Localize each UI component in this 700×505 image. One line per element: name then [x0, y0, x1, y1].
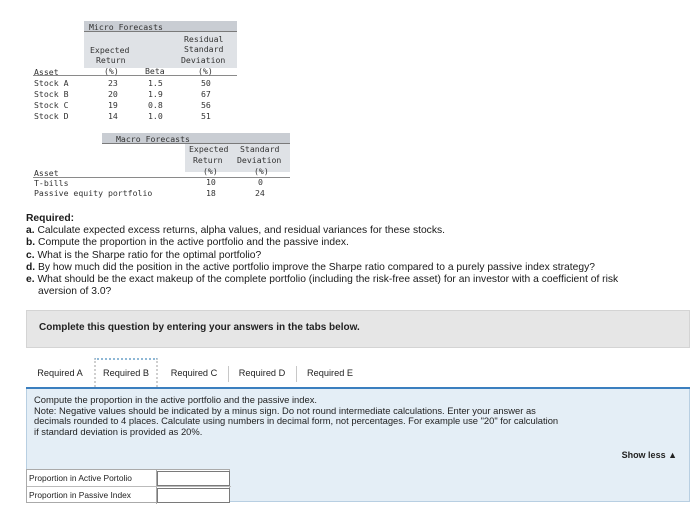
micro-row-resid: 67 [201, 89, 211, 99]
micro-row-resid: 51 [201, 111, 211, 121]
macro-header-divider [33, 177, 290, 178]
micro-title: Micro Forecasts [89, 22, 163, 32]
macro-row-sd: 24 [255, 188, 265, 198]
panel-question: Compute the proportion in the active portfolio and the passive index. [34, 394, 317, 405]
micro-row-asset: Stock D [34, 111, 69, 121]
micro-row-ret: 23 [108, 78, 118, 88]
panel-note-2: decimals rounded to 4 places. Calculate using numbers in decimal form, not percentages. For example use "20" for calculation [34, 415, 559, 427]
macro-row-asset: T-bills [34, 178, 69, 188]
macro-col-expected-1: Expected [189, 144, 229, 154]
micro-row-beta: 1.5 [148, 78, 163, 88]
macro-col-expected-3: (%) [203, 166, 218, 176]
micro-asset-header: Asset [34, 67, 59, 77]
micro-row-asset: Stock B [34, 89, 69, 99]
answer-input-active[interactable] [157, 471, 230, 486]
macro-asset-header: Asset [34, 168, 59, 178]
answer-row-active [27, 470, 231, 487]
answer-label-active: Proportion in Active Portolio [29, 473, 132, 483]
show-less-button[interactable]: Show less ▲ [621, 450, 677, 460]
micro-row-ret: 14 [108, 111, 118, 121]
answer-input-passive[interactable] [157, 488, 230, 503]
micro-row-resid: 50 [201, 78, 211, 88]
micro-row-beta: 0.8 [148, 100, 163, 110]
required-section [26, 213, 686, 298]
answer-row-passive [27, 487, 231, 504]
micro-col-resid-2: Standard [184, 44, 224, 54]
micro-row-ret: 19 [108, 100, 118, 110]
micro-col-resid-3: Deviation [181, 55, 226, 65]
micro-col-beta: Beta [145, 66, 165, 76]
tab-separator [296, 366, 297, 382]
required-item-c: c. What is the Sharpe ratio for the optimal portfolio? [26, 249, 262, 261]
micro-col-expected-1: Expected [90, 45, 130, 55]
macro-row-ret: 18 [206, 188, 216, 198]
instruction-text: Complete this question by entering your answers in the tabs below. [39, 322, 360, 333]
micro-row-beta: 1.0 [148, 111, 163, 121]
answer-label-passive: Proportion in Passive Index [29, 490, 131, 500]
tab-required-c[interactable]: Required C [170, 368, 218, 378]
tab-required-d[interactable]: Required D [238, 368, 286, 378]
required-item-b: b. Compute the proportion in the active portfolio and the passive index. [26, 237, 349, 249]
required-item-a: a. Calculate expected excess returns, alpha values, and residual variances for these stocks. [26, 225, 445, 237]
tab-required-e[interactable]: Required E [307, 368, 353, 378]
panel-note-1: Note: Negative values should be indicated by a minus sign. Do not round intermediate calculations. Enter your answer as [34, 404, 536, 416]
macro-row-asset: Passive equity portfolio [34, 188, 153, 198]
instruction-bar [26, 310, 690, 348]
micro-row-ret: 20 [108, 89, 118, 99]
panel-note-3: if standard deviation is provided as 20%. [34, 425, 203, 437]
macro-col-expected-2: Return [193, 155, 223, 165]
macro-col-sd-3: (%) [254, 166, 269, 176]
micro-row-beta: 1.9 [148, 89, 163, 99]
macro-col-sd-1: Standard [240, 144, 280, 154]
micro-col-resid-4: (%) [198, 66, 213, 76]
tab-required-b[interactable]: Required B [94, 358, 158, 387]
answer-grid [26, 469, 230, 503]
required-title: Required: [26, 213, 75, 224]
required-item-e: e. What should be the exact makeup of the complete portfolio (including the risk-free asset) for an investor with a coefficient of risk [26, 274, 619, 286]
macro-row-ret: 10 [206, 177, 216, 187]
required-tabs [26, 358, 690, 388]
micro-row-resid: 56 [201, 100, 211, 110]
micro-col-expected-3: (%) [104, 66, 119, 76]
tab-separator [228, 366, 229, 382]
required-item-d: d. By how much did the position in the active portfolio improve the Sharpe ratio compared to a purely passive index strategy? [26, 261, 595, 273]
panel-instructions [34, 395, 634, 437]
micro-col-resid-1: Residual [184, 34, 224, 44]
micro-row-asset: Stock C [34, 100, 69, 110]
macro-row-sd: 0 [258, 177, 263, 187]
micro-row-asset: Stock A [34, 78, 69, 88]
required-item-e-cont: aversion of 3.0? [38, 286, 112, 298]
micro-col-expected-2: Return [96, 55, 126, 65]
macro-col-sd-2: Deviation [237, 155, 282, 165]
macro-title: Macro Forecasts [116, 134, 190, 144]
tab-required-a[interactable]: Required A [37, 368, 83, 378]
